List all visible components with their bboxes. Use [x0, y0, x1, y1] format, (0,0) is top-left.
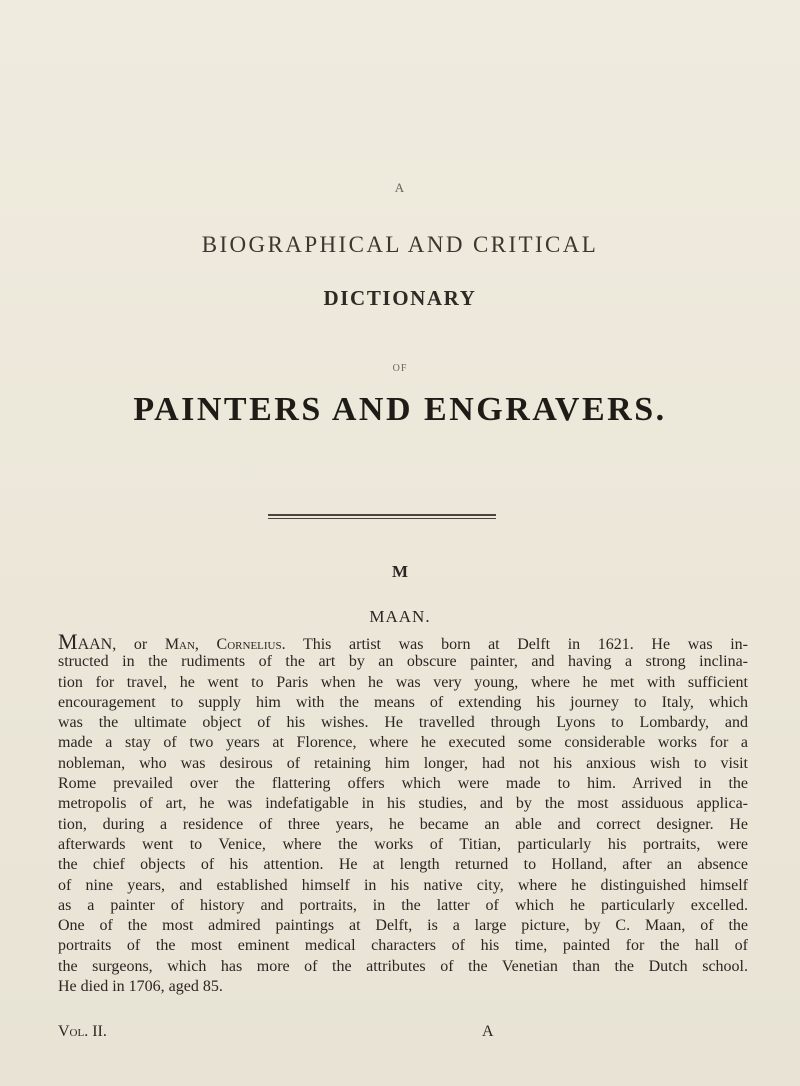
entry-line: structed in the rudiments of the art by an obscure painter, and having a strong inclina-: [58, 653, 748, 671]
entry-line: the surgeons, which has more of the attributes of the Venetian than the Dutch school.: [58, 957, 748, 975]
title-line-painters: PAINTERS AND ENGRAVERS.: [133, 391, 667, 428]
entry-line: metropolis of art, he was indefatigable in his studies, and by the most assiduous applica-: [58, 795, 748, 813]
headword-rest: AAN,: [77, 636, 117, 653]
entry-line: nobleman, who was desirous of retaining him longer, had not his anxious wish to visit: [58, 754, 748, 772]
entry-line: tion, during a residence of three years, he became an able and correct designer. He: [58, 815, 748, 833]
entry-line: portraits of the most eminent medical characters of his time, painted for the hall of: [58, 937, 748, 955]
entry-line: One of the most admired paintings at Delft, is a large picture, by C. Maan, of the: [58, 917, 748, 935]
entry-line: tion for travel, he went to Paris when he was very young, where he met with sufficient: [58, 673, 748, 691]
title-line-dictionary: DICTIONARY: [323, 286, 477, 310]
running-head: MAAN.: [369, 607, 431, 626]
first-line-rest: This artist was born at Delft in 1621. He was in-: [285, 636, 748, 653]
volume-label: Vol. II.: [58, 1023, 107, 1040]
title-of: OF: [392, 363, 408, 374]
entry-line: He died in 1706, aged 85.: [58, 978, 223, 996]
entry-line: afterwards went to Venice, where the works of Titian, particularly his portraits, were: [58, 835, 748, 853]
double-rule-top: [268, 514, 496, 516]
entry-line: the chief objects of his attention. He at length returned to Holland, after an absence: [58, 856, 748, 874]
entry-text: [58, 629, 748, 997]
entry-line: of nine years, and established himself in his native city, where he distinguished himself: [58, 876, 748, 894]
title-line-biographical: BIOGRAPHICAL AND CRITICAL: [201, 232, 599, 257]
entry-line: as a painter of history and portraits, in the latter of which he particularly excelled.: [58, 896, 748, 914]
headword-initial: M: [58, 629, 78, 654]
double-rule-bottom: [268, 518, 496, 519]
entry-line: made a stay of two years at Florence, where he executed some considerable works for a: [58, 734, 748, 752]
entry-line: was the ultimate object of his wishes. He travelled through Lyons to Lombardy, and: [58, 714, 748, 732]
entry-first-line: [58, 629, 748, 654]
title-article: A: [394, 180, 406, 195]
entry-line: encouragement to supply him with the means of extending his journey to Italy, which: [58, 693, 748, 711]
section-letter: M: [391, 562, 409, 581]
headword-alt-name: Man, Cornelius.: [164, 636, 286, 653]
headword-or: or: [116, 636, 165, 653]
entry-line: Rome prevailed over the flattering offers which were made to him. Arrived in the: [58, 775, 748, 793]
signature-mark: A: [482, 1023, 494, 1040]
